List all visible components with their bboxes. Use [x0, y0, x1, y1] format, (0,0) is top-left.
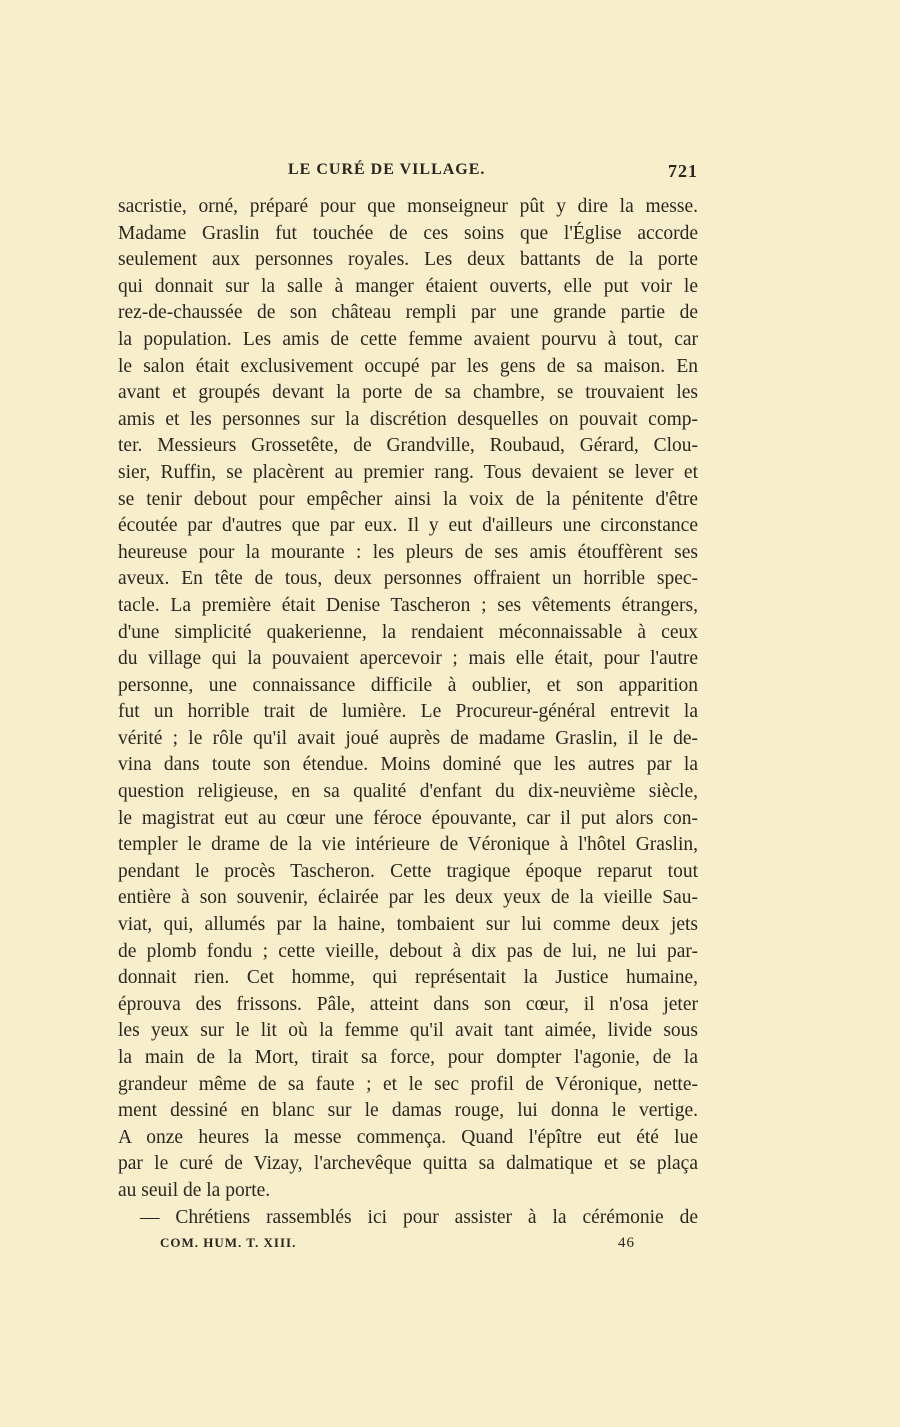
text-line: éprouva des frissons. Pâle, atteint dans son cœur, il n'osa jeter — [118, 993, 698, 1015]
text-line: ment dessiné en blanc sur le damas rouge, lui donna le vertige. — [118, 1100, 698, 1122]
text-line: seulement aux personnes royales. Les deux battants de la porte — [118, 249, 698, 271]
signature-number: 46 — [618, 1235, 635, 1251]
text-line: par le curé de Vizay, l'archevêque quitta sa dalmatique et se plaça — [118, 1153, 698, 1175]
text-line: grandeur même de sa faute ; et le sec profil de Véronique, nette- — [118, 1073, 698, 1095]
text-line: au seuil de la porte. — [118, 1179, 271, 1201]
page-body-text — [118, 194, 698, 1231]
text-line: donnait rien. Cet homme, qui représentait la Justice humaine, — [118, 967, 698, 989]
text-line: du village qui la pouvaient apercevoir ; mais elle était, pour l'autre — [118, 648, 698, 670]
text-line: question religieuse, en sa qualité d'enfant du dix-neuvième siècle, — [118, 781, 698, 803]
text-line: vérité ; le rôle qu'il avait joué auprès de madame Graslin, il le de- — [118, 727, 698, 749]
text-line: heureuse pour la mourante : les pleurs de ses amis étouffèrent ses — [118, 541, 698, 563]
text-line: entière à son souvenir, éclairée par les deux yeux de la vieille Sau- — [118, 887, 698, 909]
text-line: vina dans toute son étendue. Moins dominé que les autres par la — [118, 754, 698, 776]
text-line: Madame Graslin fut touchée de ces soins que l'Église accorde — [118, 222, 698, 244]
text-line: rez-de-chaussée de son château rempli par une grande partie de — [118, 302, 698, 324]
text-line: pendant le procès Tascheron. Cette tragique époque reparut tout — [118, 860, 698, 882]
text-line: ter. Messieurs Grossetête, de Grandville, Roubaud, Gérard, Clou- — [118, 435, 698, 457]
text-line: viat, qui, allumés par la haine, tombaient sur lui comme deux jets — [118, 914, 698, 936]
text-line: le salon était exclusivement occupé par les gens de sa maison. En — [118, 355, 698, 377]
page-footer — [160, 1235, 698, 1251]
running-title: LE CURÉ DE VILLAGE. — [288, 161, 486, 178]
text-line: le magistrat eut au cœur une féroce épouvante, car il put alors con- — [118, 807, 698, 829]
text-line: les yeux sur le lit où la femme qu'il avait tant aimée, livide sous — [118, 1020, 698, 1042]
text-line: fut un horrible trait de lumière. Le Procureur-général entrevit la — [118, 701, 698, 723]
text-line: la population. Les amis de cette femme avaient pourvu à tout, car — [118, 328, 698, 350]
text-line: tacle. La première était Denise Tascheron ; ses vêtements étrangers, — [118, 594, 698, 616]
page-number: 721 — [668, 161, 698, 181]
text-line: aveux. En tête de tous, deux personnes offraient un horrible spec- — [118, 568, 698, 590]
text-line: sacristie, orné, préparé pour que monseigneur pût y dire la messe. — [118, 196, 698, 217]
text-line: qui donnait sur la salle à manger étaient ouverts, elle put voir le — [118, 275, 698, 297]
text-line: A onze heures la messe commença. Quand l'épître eut été lue — [118, 1126, 698, 1148]
text-line: — Chrétiens rassemblés ici pour assister à la cérémonie de — [140, 1206, 698, 1228]
text-line: sier, Ruffin, se placèrent au premier rang. Tous devaient se lever et — [118, 461, 698, 483]
text-line: avant et groupés devant la porte de sa chambre, se trouvaient les — [118, 382, 698, 404]
text-line: amis et les personnes sur la discrétion desquelles on pouvait comp- — [118, 408, 698, 430]
text-line: templer le drame de la vie intérieure de Véronique à l'hôtel Graslin, — [118, 834, 698, 856]
text-line: écoutée par d'autres que par eux. Il y eut d'ailleurs une circonstance — [118, 515, 698, 537]
text-line: d'une simplicité quakerienne, la rendaient méconnaissable à ceux — [118, 621, 698, 643]
text-line: la main de la Mort, tirait sa force, pour dompter l'agonie, de la — [118, 1047, 698, 1068]
signature-mark: COM. HUM. T. XIII. — [160, 1235, 297, 1250]
running-header — [118, 161, 698, 187]
text-line: de plomb fondu ; cette vieille, debout à dix pas de lui, ne lui par- — [118, 940, 698, 962]
text-line: personne, une connaissance difficile à oublier, et son apparition — [118, 674, 698, 696]
text-line: se tenir debout pour empêcher ainsi la voix de la pénitente d'être — [118, 488, 698, 510]
